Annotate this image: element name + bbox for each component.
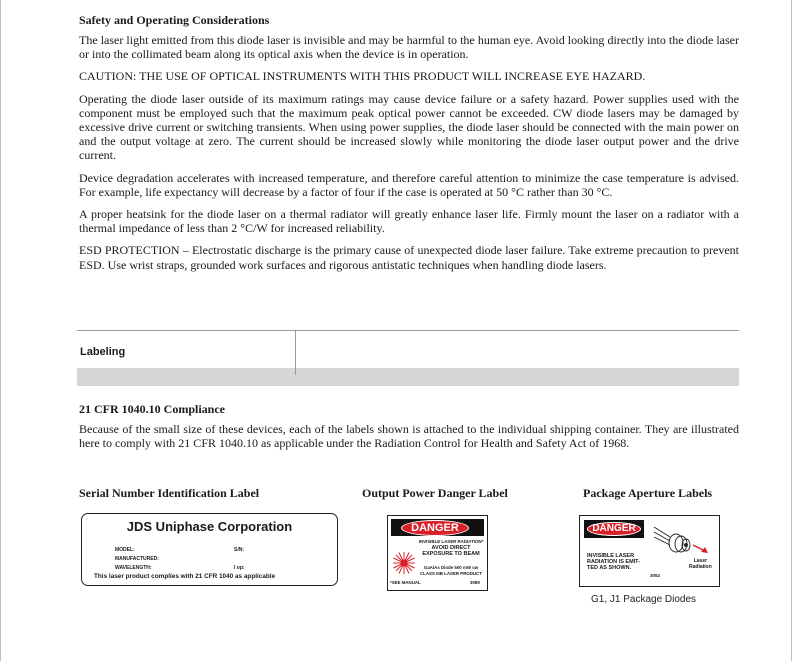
aperture-label-title: Package Aperture Labels [583, 486, 713, 500]
laser-arrow-icon [692, 543, 710, 555]
danger-label-title: Output Power Danger Label [362, 486, 508, 500]
safety-paragraph-1: The laser light emitted from this diode laser is invisible and may be harmful to the human eye. Avoid looking directly into the diode laser or into the collimated beam along its optical axis when the device is in operation. [79, 33, 739, 62]
serial-label-title: Serial Number Identification Label [79, 486, 260, 500]
page-right-border [791, 0, 792, 661]
laser-word: Laser [693, 558, 708, 564]
safety-heading: Safety and Operating Considerations [79, 13, 270, 27]
aperture-label [579, 515, 720, 587]
compliance-section [79, 402, 739, 458]
labeling-section-header [77, 330, 739, 386]
serial-number-label [81, 513, 338, 586]
danger-word: DANGER [401, 520, 469, 536]
safety-paragraph-4: Device degradation accelerates with increased temperature, and therefore careful attention to minimize the case temperature is advised. For example, life expectancy will decrease by a factor of four if the case is operated at 50 °C rather than 30 °C. [79, 170, 739, 199]
danger-ref: *SEE MANUAL [390, 580, 421, 585]
model-field: MODEL: [115, 547, 135, 553]
label-titles-row [79, 486, 739, 502]
compliance-heading: 21 CFR 1040.10 Compliance [79, 402, 225, 416]
caution-paragraph: CAUTION: THE USE OF OPTICAL INSTRUMENTS WITH THIS PRODUCT WILL INCREASE EYE HAZARD. [79, 69, 646, 84]
safety-paragraph-5: A proper heatsink for the diode laser on a thermal radiator will greatly enhance laser life. Firmly mount the laser on a radiator with a thermal impedance of less than 2 °C/W for increased reliability. [79, 207, 739, 236]
danger-line-4: GaAlAs Diode 500 mW cw [423, 565, 479, 570]
labeling-title: Labeling [80, 346, 126, 358]
esd-paragraph: ESD PROTECTION – Electrostatic discharge is the primary cause of unexpected diode laser failure. Take extreme precaution to prevent ESD. Use wrist straps, grounded work surfaces and rigorous antistatic techniques when handling diode lasers. [79, 243, 739, 272]
company-name: JDS Uniphase Corporation [126, 519, 293, 534]
danger-line-2: AVOID DIRECT [431, 545, 471, 551]
safety-section [79, 13, 739, 280]
aperture-caption: G1, J1 Package Diodes [591, 594, 697, 605]
danger-header [391, 519, 484, 536]
aperture-warning-text: INVISIBLE LASER RADIATION IS EMIT-TED AS SHOWN. [587, 553, 641, 571]
laser-radiation-label [689, 558, 712, 570]
danger-code: 3089 [470, 580, 480, 585]
serial-footer: This laser product complies with 21 CFR 1040 as applicable [94, 573, 276, 580]
labeling-header-row [77, 330, 739, 375]
danger-line-5: CLASS IIIB LASER PRODUCT [420, 571, 482, 576]
aperture-danger-header [584, 520, 644, 538]
manufactured-field: MANUFACTURED: [115, 556, 159, 562]
laser-starburst-icon [392, 551, 416, 575]
iop-field: I op: [234, 565, 245, 571]
compliance-text: Because of the small size of these devices, each of the labels shown is attached to the individual shipping container. They are illustrated here to comply with 21 CFR 1040.10 as applicable under the Radiation Control for Health and Safety Act of 1968. [79, 422, 739, 451]
safety-paragraph-3: Operating the diode laser outside of its maximum ratings may cause device failure or a safety hazard. Power supplies used with the component must be employed such that the maximum peak optical power cannot be exceeded. CW diode lasers may be damaged by excessive drive current or switching transients. When using power supplies, the diode laser should be connected with the main power on and the output voltage at zero. The current should be increased slowly while monitoring the diode laser output power and the drive current. [79, 91, 739, 163]
aperture-danger-word: DANGER [587, 522, 641, 536]
radiation-word: Radiation [689, 564, 712, 570]
sn-field: S/N: [234, 547, 244, 553]
wavelength-field: WAVELENGTH: [115, 565, 152, 571]
aperture-number: 3052 [650, 573, 661, 578]
page-left-border [0, 0, 1, 661]
danger-line-3: EXPOSURE TO BEAM [422, 551, 480, 557]
labeling-divider [295, 331, 296, 375]
danger-line-1: INVISIBLE LASER RADIATION* [418, 539, 484, 544]
danger-label [387, 515, 488, 591]
